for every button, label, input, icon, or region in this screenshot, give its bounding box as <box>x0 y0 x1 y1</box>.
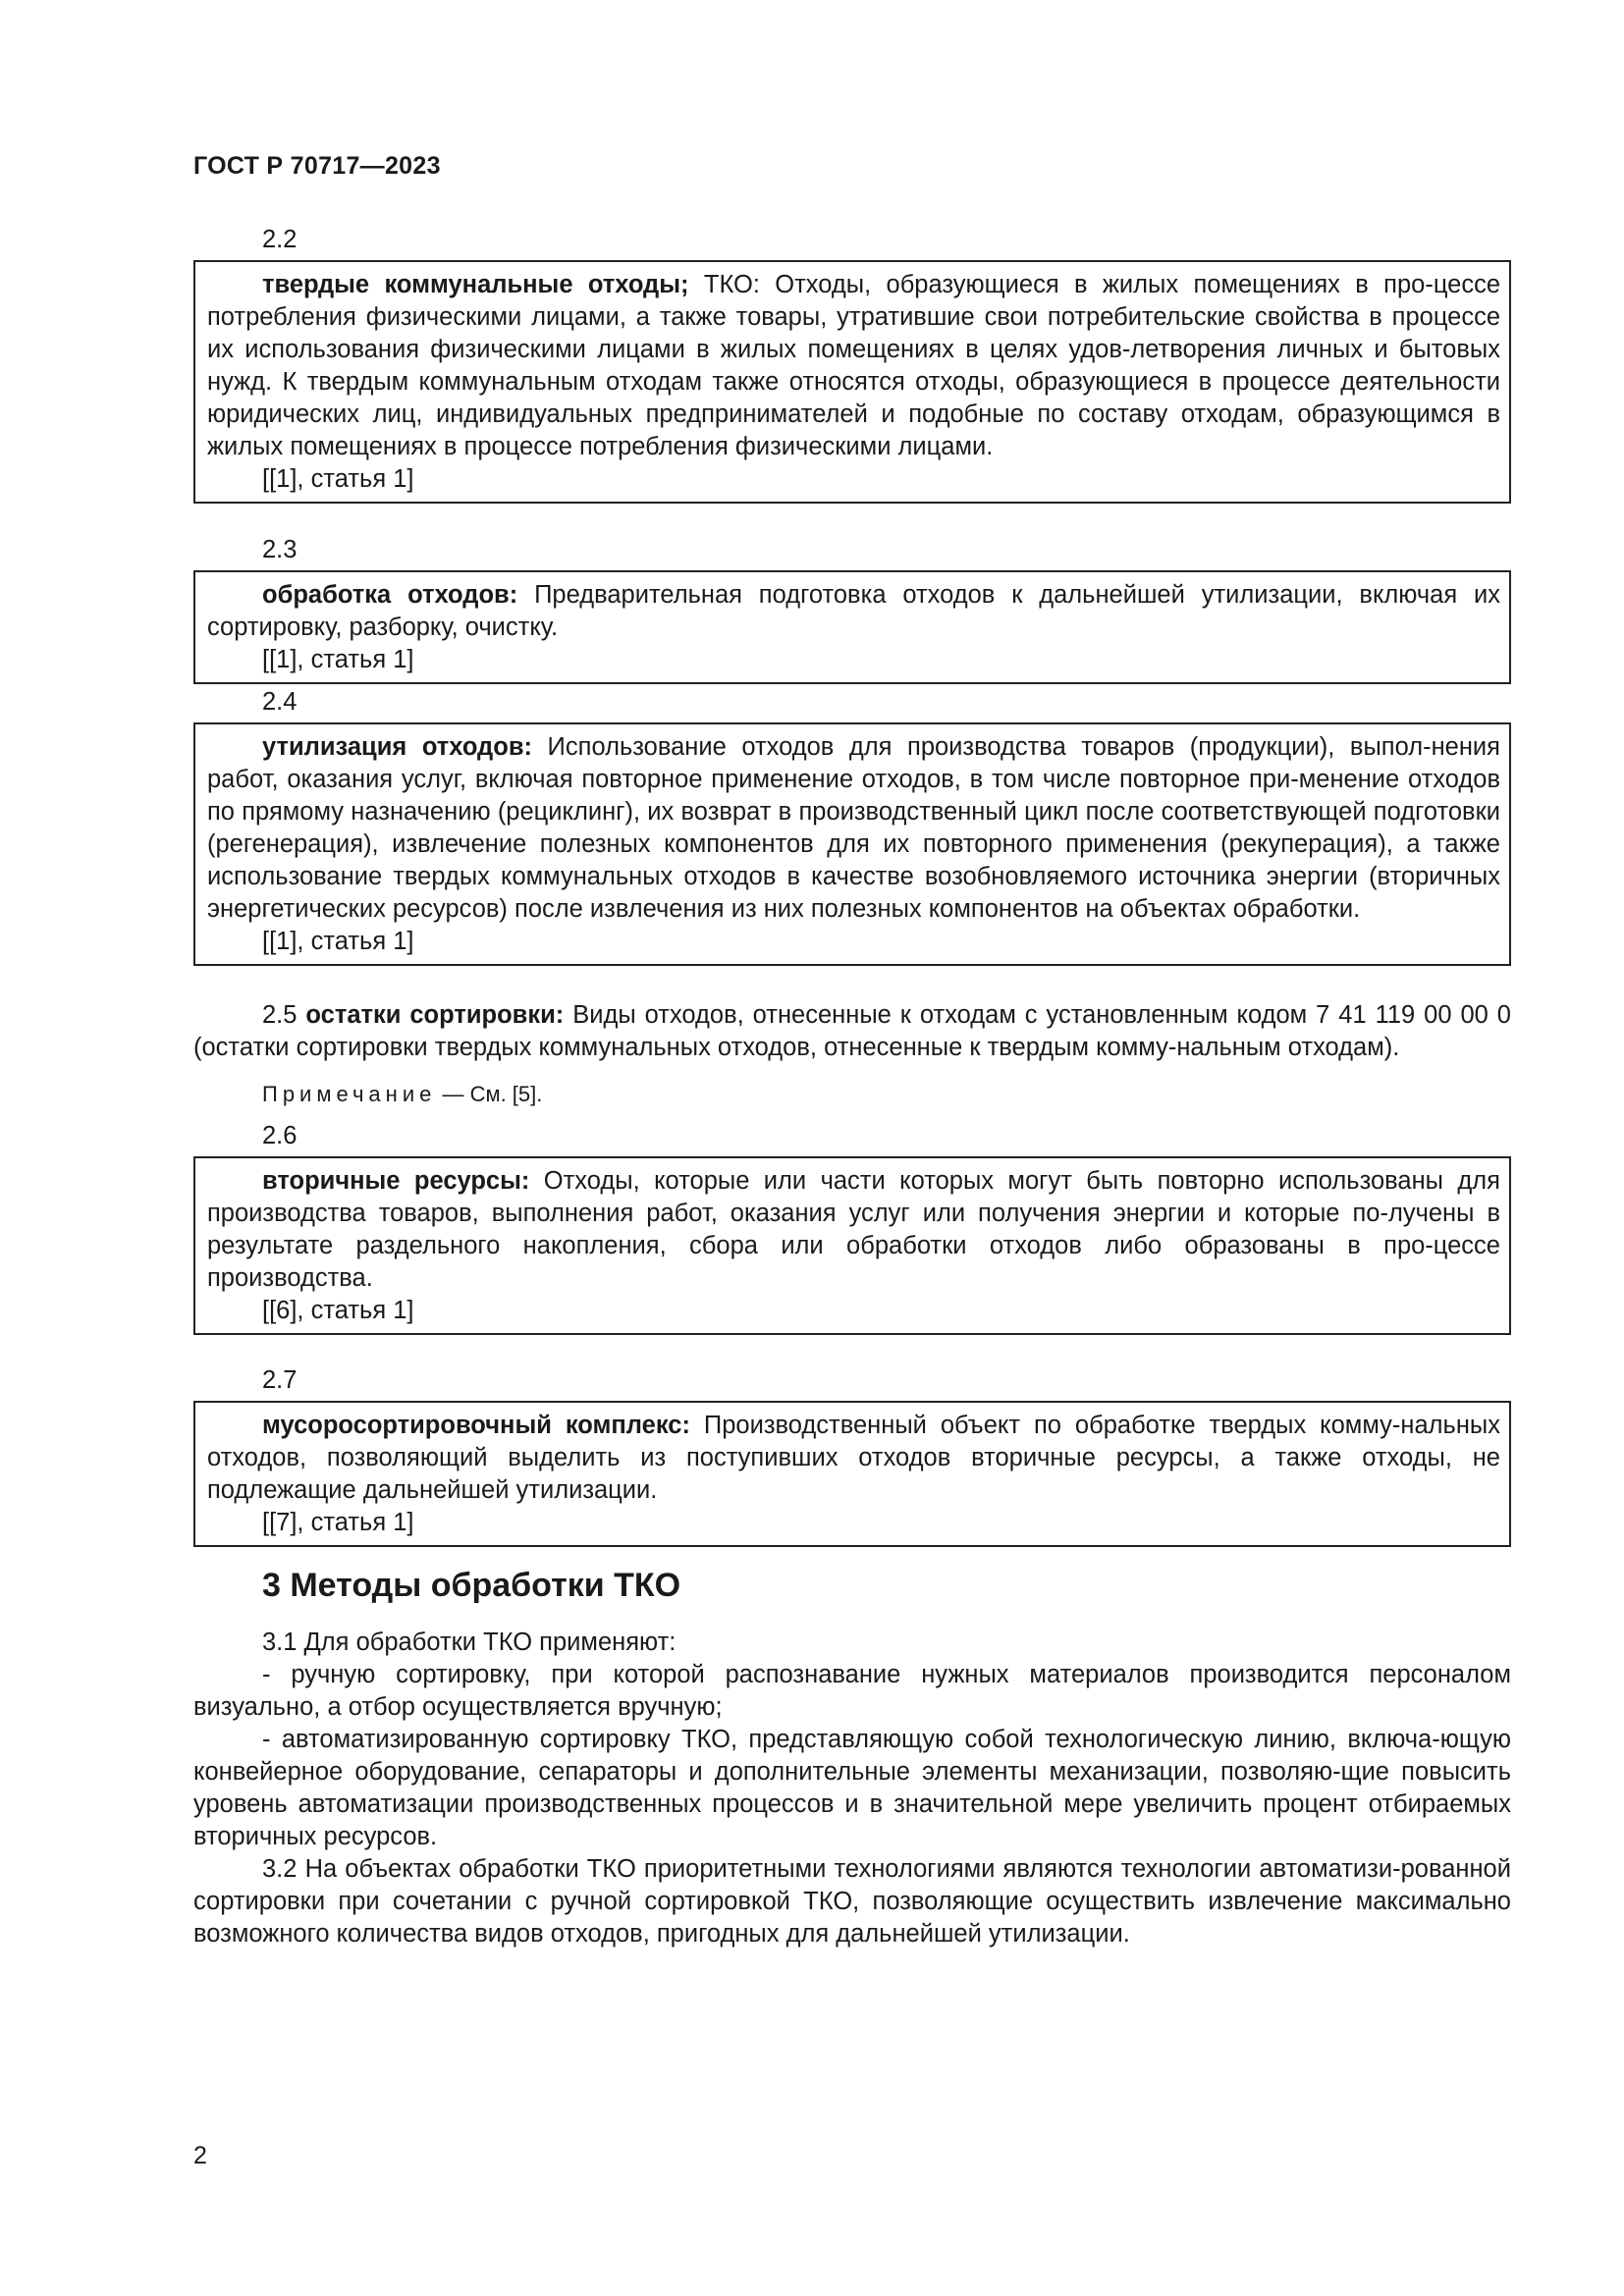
term-text <box>207 1165 1500 1295</box>
term-number: 2.5 <box>262 1001 298 1029</box>
term-name: остатки сортировки: <box>305 1001 565 1029</box>
section-heading: 3 Методы обработки ТКО <box>262 1567 681 1604</box>
term-definition-box <box>193 1401 1511 1547</box>
term-number: 2.3 <box>262 536 298 563</box>
term-definition: Производственный объект по обработке твердых комму-нальных отходов, позволяющий выделить из поступивших отходов вторичные ресурсы, а также отходы, не подлежащие дальнейшей утилизации. <box>207 1412 1500 1504</box>
term-name: обработка отходов: <box>262 581 518 609</box>
section-paragraph: - автоматизированную сортировку ТКО, представляющую собой технологическую линию, включа-ющую конвейерное оборудование, сепараторы и дополнительные элементы механизации, позволяю-щие повысить уровень автоматизации производственных процессов и в значительной мере увеличить процент отбираемых вторичных ресурсов. <box>193 1726 1511 1850</box>
term-number: 2.2 <box>262 226 298 253</box>
term-definition-box <box>193 570 1511 684</box>
term-source: [[7], статья 1] <box>262 1509 414 1536</box>
term-name: мусоросортировочный комплекс: <box>262 1412 690 1439</box>
section-paragraph: 3.1 Для обработки ТКО применяют: <box>262 1629 677 1656</box>
term-text <box>207 731 1500 926</box>
term-source: [[6], статья 1] <box>262 1297 414 1324</box>
term-text <box>207 1410 1500 1507</box>
term-definition: Виды отходов, отнесенные к отходам с установленным кодом 7 41 119 00 00 0 (остатки сортировки твердых коммунальных отходов, отнесенные к твердым комму-нальным отходам). <box>193 1001 1511 1061</box>
term-definition-box <box>193 1156 1511 1335</box>
term-note <box>262 1078 1511 1110</box>
term-definition: ТКО: Отходы, образующиеся в жилых помещениях в про-цессе потребления физическими лицами, а также товары, утратившие свои потребительские свойства в процессе их использования физическими лицами в жилых помещениях в целях удов-летворения личных и бытовых нужд. К твердым коммунальным отходам также относятся отходы, образующиеся в процессе деятельности юридических лиц, индивидуальных предпринимателей и подобные по составу отходам, образующимся в жилых помещениях в процессе потребления физическими лицами. <box>207 271 1501 460</box>
term-source: [[1], статья 1] <box>262 465 414 493</box>
section-paragraph: 3.2 На объектах обработки ТКО приоритетными технологиями являются технологии автоматизи-рованной сортировки при сочетании с ручной сортировкой ТКО, позволяющие осуществить извлечение максимально возможного количества видов отходов, пригодных для дальнейшей утилизации. <box>193 1855 1511 1948</box>
term-number: 2.6 <box>262 1122 298 1149</box>
term-definition: Использование отходов для производства товаров (продукции), выпол-нения работ, оказания услуг, включая повторное применение отходов, в том числе повторное при-менение отходов по прямому назначению (рециклинг), их возврат в производственный цикл после соответствующей подготовки (регенерация), извлечение полезных компонентов для их повторного применения (рекуперация), а также использование твердых коммунальных отходов в качестве возобновляемого источника энергии (вторичных энергетических ресурсов) после извлечения из них полезных компонентов на объектах обработки. <box>207 733 1500 923</box>
term-definition-box <box>193 722 1511 966</box>
term-text <box>207 579 1500 644</box>
document-body <box>193 224 1511 1950</box>
term-definition: Предварительная подготовка отходов к дальнейшей утилизации, включая их сортировку, разборку, очистку. <box>207 581 1500 641</box>
term-definition: Отходы, которые или части которых могут быть повторно использованы для производства товаров, выполнения работ, оказания услуг или получения энергии и которые по-лучены в результате раздельного накопления, сбора или обработки отходов либо образованы в про-цессе производства. <box>207 1167 1500 1292</box>
term-definition-box <box>193 260 1511 504</box>
term-name: утилизация отходов: <box>262 733 532 761</box>
document-header: ГОСТ Р 70717—2023 <box>193 152 441 180</box>
term-source: [[1], статья 1] <box>262 646 414 673</box>
section-paragraph: - ручную сортировку, при которой распознавание нужных материалов производится персоналом визуально, а отбор осуществляется вручную; <box>193 1661 1511 1721</box>
note-text: — См. [5]. <box>436 1082 543 1106</box>
page-number: 2 <box>193 2142 207 2169</box>
term-source: [[1], статья 1] <box>262 928 414 955</box>
term-text <box>207 269 1500 463</box>
term-plain-paragraph <box>193 999 1511 1064</box>
term-name: твердые коммунальные отходы; <box>262 271 689 298</box>
term-name: вторичные ресурсы: <box>262 1167 530 1195</box>
term-number: 2.4 <box>262 688 298 716</box>
term-number: 2.7 <box>262 1366 298 1394</box>
note-label: Примечание <box>262 1082 437 1106</box>
